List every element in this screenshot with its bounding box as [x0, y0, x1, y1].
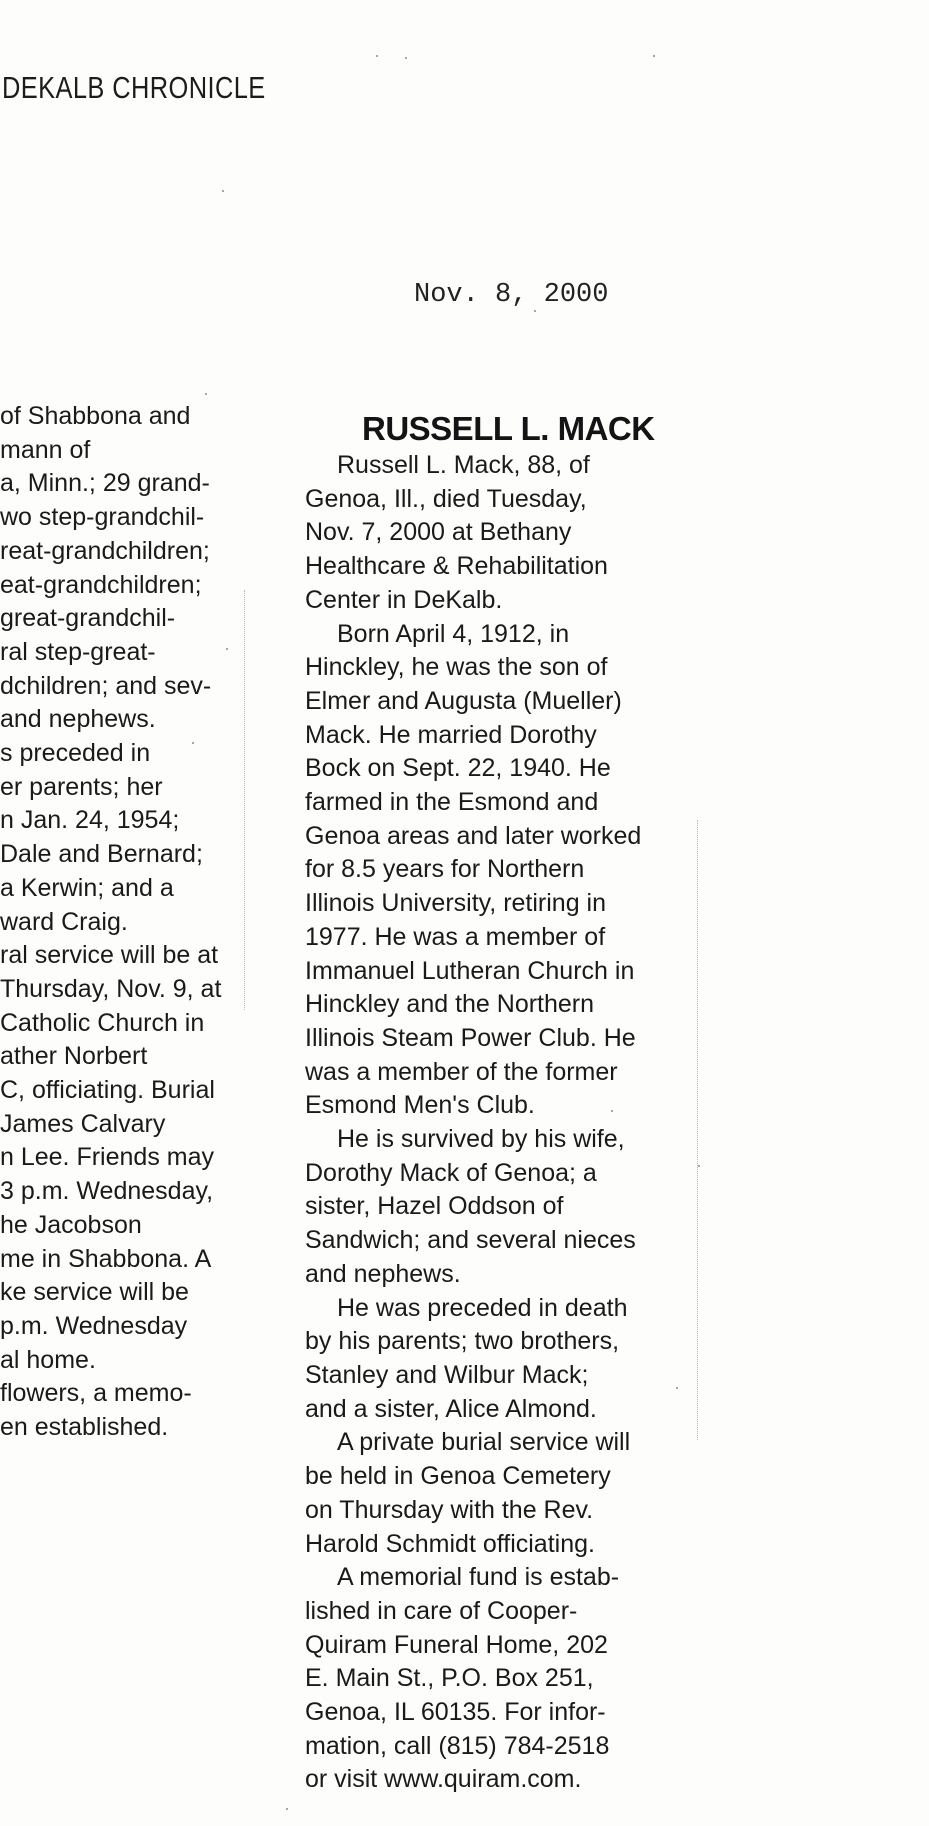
obituary-line: and a sister, Alice Almond. [305, 1394, 597, 1423]
adjacent-column-line: en established. [0, 1413, 169, 1442]
adjacent-column-line: James Calvary [0, 1109, 166, 1138]
adjacent-column-line: he Jacobson [0, 1210, 142, 1239]
adjacent-column-line: a Kerwin; and a [0, 873, 174, 902]
adjacent-column-line: ward Craig. [0, 907, 128, 936]
obituary-line: Esmond Men's Club. [305, 1091, 535, 1120]
adjacent-column-line: er parents; her [0, 772, 163, 801]
adjacent-column-line: Thursday, Nov. 9, at [0, 974, 222, 1003]
obituary-title: RUSSELL L. MACK [362, 410, 655, 447]
obituary-line: Quiram Funeral Home, 202 [305, 1630, 608, 1659]
paper-speck [611, 1110, 613, 1112]
obituary-line: Elmer and Augusta (Mueller) [305, 686, 622, 715]
obituary-line: Nov. 7, 2000 at Bethany [305, 518, 572, 547]
column-divider [697, 820, 698, 1440]
obituary-line: and nephews. [305, 1259, 461, 1288]
paper-speck [534, 310, 536, 312]
obituary-line: on Thursday with the Rev. [305, 1495, 594, 1524]
adjacent-column-line: ke service will be [0, 1278, 189, 1307]
adjacent-column-line: of Shabbona and [0, 402, 191, 430]
obituary-line: 1977. He was a member of [305, 922, 606, 951]
obituary-line: Hinckley, he was the son of [305, 653, 608, 682]
paper-speck [698, 1165, 700, 1167]
adjacent-column-line: ral service will be at [0, 941, 219, 970]
obituary-body [305, 449, 641, 1797]
obituary-line: Born April 4, 1912, in [337, 619, 570, 648]
obituary-line: E. Main St., P.O. Box 251, [305, 1664, 594, 1693]
adjacent-column-line: Catholic Church in [0, 1008, 205, 1037]
obituary-line: Bock on Sept. 22, 1940. He [305, 754, 611, 783]
obituary-line: mation, call (815) 784-2518 [305, 1731, 610, 1760]
obituary-line: be held in Genoa Cemetery [305, 1462, 611, 1491]
adjacent-column-line: and nephews. [0, 705, 156, 734]
adjacent-column-line: great-grandchil- [0, 604, 176, 633]
paper-speck [405, 57, 407, 59]
adjacent-column-line: n Jan. 24, 1954; [0, 806, 180, 835]
obituary-line: farmed in the Esmond and [305, 788, 599, 817]
adjacent-column-line: wo step-grandchil- [0, 503, 205, 532]
obituary-line: A private burial service will [337, 1428, 631, 1457]
obituary-line: lished in care of Cooper- [305, 1596, 578, 1625]
obituary-line: Harold Schmidt officiating. [305, 1529, 595, 1558]
adjacent-column-line: Dale and Bernard; [0, 840, 203, 869]
paper-speck [653, 55, 655, 57]
paper-speck [222, 190, 224, 192]
obituary-line: Immanuel Lutheran Church in [305, 956, 635, 985]
obituary-line: Sandwich; and several nieces [305, 1226, 636, 1255]
obituary-line: was a member of the former [305, 1057, 618, 1086]
paper-speck [676, 1387, 678, 1389]
obituary-line: He was preceded in death [337, 1293, 628, 1322]
adjacent-column-line: al home. [0, 1345, 96, 1374]
adjacent-column-line: 3 p.m. Wednesday, [0, 1177, 214, 1206]
adjacent-column-line: dchildren; and sev- [0, 671, 212, 700]
paper-speck [376, 55, 378, 57]
obituary-line: Russell L. Mack, 88, of [337, 451, 590, 479]
obituary-line: for 8.5 years for Northern [305, 855, 585, 884]
obituary-line: Illinois Steam Power Club. He [305, 1023, 636, 1052]
column-divider [244, 590, 245, 1010]
obituary-line: by his parents; two brothers, [305, 1327, 620, 1356]
obituary-line: sister, Hazel Oddson of [305, 1192, 564, 1221]
obituary-line: Dorothy Mack of Genoa; a [305, 1158, 597, 1187]
paper-speck [192, 742, 194, 744]
adjacent-column-line: eat-grandchildren; [0, 570, 202, 599]
obituary-line: Healthcare & Rehabilitation [305, 552, 608, 581]
obituary-line: Genoa areas and later worked [305, 821, 642, 850]
paper-speck [205, 393, 207, 395]
adjacent-column-line: mann of [0, 435, 91, 464]
adjacent-column-line: flowers, a memo- [0, 1379, 192, 1408]
obituary-line: Hinckley and the Northern [305, 990, 595, 1019]
paper-speck [286, 1808, 288, 1810]
adjacent-column-line: ather Norbert [0, 1042, 148, 1071]
obituary-line: Mack. He married Dorothy [305, 720, 597, 749]
paper-speck [226, 648, 228, 650]
adjacent-column-line: s preceded in [0, 739, 151, 768]
adjacent-column-line: n Lee. Friends may [0, 1143, 214, 1172]
adjacent-column-line: ral step-great- [0, 637, 156, 666]
obituary-line: He is survived by his wife, [337, 1125, 625, 1154]
obituary-line: Genoa, IL 60135. For infor- [305, 1698, 606, 1727]
adjacent-column-line: C, officiating. Burial [0, 1076, 215, 1105]
adjacent-column-line: reat-grandchildren; [0, 536, 210, 565]
obituary-line: Illinois University, retiring in [305, 889, 607, 918]
obituary-line: or visit www.quiram.com. [305, 1765, 582, 1794]
adjacent-column-line: p.m. Wednesday [0, 1311, 188, 1340]
obituary-line: Center in DeKalb. [305, 585, 503, 614]
adjacent-column-line: me in Shabbona. A [0, 1244, 212, 1273]
obituary-line: Stanley and Wilbur Mack; [305, 1360, 589, 1389]
newspaper-masthead: DEKALB CHRONICLE [2, 70, 266, 105]
adjacent-column-line: a, Minn.; 29 grand- [0, 469, 210, 498]
adjacent-obituary-column [0, 400, 221, 1445]
obituary-line: Genoa, Ill., died Tuesday, [305, 484, 587, 513]
clipping-date: Nov. 8, 2000 [414, 280, 609, 310]
obituary-line: A memorial fund is estab- [337, 1563, 620, 1592]
